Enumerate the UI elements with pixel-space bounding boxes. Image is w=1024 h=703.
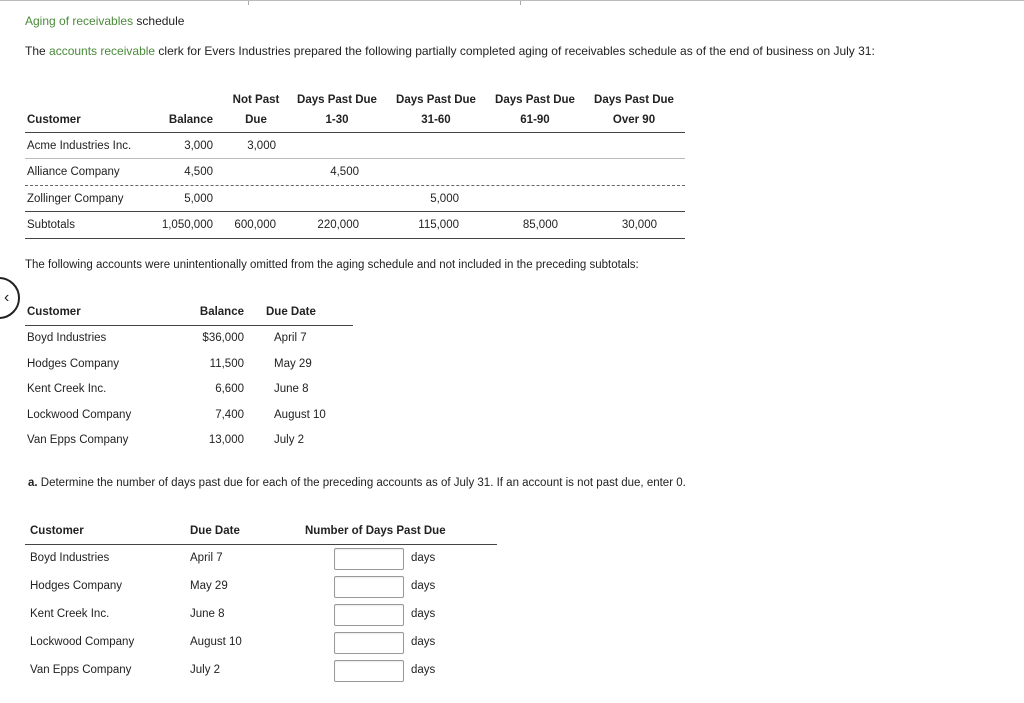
subtotal-over-90: 30,000 [621, 219, 657, 231]
table-row-due-date: April 7 [274, 332, 307, 344]
col-header-1-30-b: 1-30 [325, 114, 349, 126]
header-rule [25, 132, 685, 133]
table-row-customer: Lockwood Company [30, 636, 135, 648]
table-row-customer: Lockwood Company [27, 409, 132, 421]
col-header-31-60-a: Days Past Due [396, 94, 476, 106]
table-row-customer: Zollinger Company [27, 193, 124, 205]
table-row-customer: Alliance Company [27, 166, 120, 178]
table-row-due-date: August 10 [274, 409, 326, 421]
header-rule [25, 544, 497, 545]
table-row-customer: Boyd Industries [27, 332, 107, 344]
table-row-balance: 11,500 [209, 358, 244, 370]
table-row-due-date: July 2 [190, 664, 221, 676]
table-row-due-date: June 8 [274, 383, 309, 395]
subtotal-31-60: 115,000 [418, 219, 459, 231]
col-header-due-date: Due Date [190, 525, 240, 537]
table-row-balance: 13,000 [208, 434, 244, 446]
top-divider [0, 0, 1024, 1]
table-row-customer: Hodges Company [30, 580, 123, 592]
table-row-due-date: May 29 [190, 580, 228, 592]
col-header-not-past-due-1: Not Past [232, 94, 280, 106]
days-unit: days [411, 608, 436, 620]
days-past-due-input[interactable] [334, 576, 404, 598]
intro-text: The accounts receivable clerk for Evers Industries prepared the following partially completed aging of receivables schedule as of the end of business on July 31: [25, 44, 875, 58]
bottom-rule [25, 238, 685, 239]
question-a: a. Determine the number of days past due for each of the preceding accounts as of July 31. If an account is not past due, enter 0. [28, 477, 686, 489]
days-past-due-input[interactable] [334, 548, 404, 570]
table-row-customer: Van Epps Company [30, 664, 132, 676]
days-unit: days [411, 664, 436, 676]
col-header-61-90-a: Days Past Due [495, 94, 575, 106]
subtotal-61-90: 85,000 [522, 219, 558, 231]
subtotals-label: Subtotals [27, 219, 75, 231]
col-header-balance: Balance [199, 306, 244, 318]
table-row-customer: Van Epps Company [27, 434, 129, 446]
table-row-31-60: 5,000 [430, 193, 459, 205]
col-header-due-date: Due Date [266, 306, 316, 318]
table-row-balance: 3,000 [184, 140, 213, 152]
table-row-customer: Kent Creek Inc. [30, 608, 110, 620]
aging-link[interactable]: Aging of receivables [25, 14, 134, 28]
row-rule-dashed [25, 185, 685, 186]
row-rule [25, 158, 685, 159]
page-title: Aging of receivables schedule [25, 14, 185, 28]
subtotal-balance: 1,050,000 [161, 219, 213, 231]
row-rule [25, 211, 685, 212]
table-row-1-30: 4,500 [330, 166, 359, 178]
col-header-customer: Customer [27, 306, 81, 318]
col-header-over-90-a: Days Past Due [594, 94, 674, 106]
col-header-balance: Balance [168, 114, 213, 126]
table-row-balance: 7,400 [215, 409, 244, 421]
accounts-receivable-link[interactable]: accounts receivable [49, 44, 156, 58]
table-row-due-date: April 7 [190, 552, 223, 564]
table-row-customer: Kent Creek Inc. [27, 383, 107, 395]
table-row-balance: 5,000 [184, 193, 213, 205]
table-row-balance: $36,000 [202, 332, 244, 344]
header-rule [25, 325, 353, 326]
col-header-over-90-b: Over 90 [612, 114, 656, 126]
col-header-days-past-due: Number of Days Past Due [305, 525, 446, 537]
col-header-1-30-a: Days Past Due [297, 94, 377, 106]
days-past-due-input[interactable] [334, 660, 404, 682]
table-row-customer: Acme Industries Inc. [27, 140, 132, 152]
table-row-due-date: June 8 [190, 608, 225, 620]
table-row-balance: 6,600 [215, 383, 244, 395]
days-unit: days [411, 580, 436, 592]
subtotal-1-30: 220,000 [317, 219, 359, 231]
table-row-customer: Boyd Industries [30, 552, 110, 564]
days-past-due-input[interactable] [334, 632, 404, 654]
table-row-balance: 4,500 [184, 166, 213, 178]
col-header-not-past-due-2: Due [245, 114, 267, 126]
days-past-due-input[interactable] [334, 604, 404, 626]
subtotal-not-past-due: 600,000 [234, 219, 276, 231]
chevron-left-icon: ‹ [4, 289, 10, 306]
col-header-customer: Customer [30, 525, 84, 537]
table-row-customer: Hodges Company [27, 358, 120, 370]
days-unit: days [411, 636, 436, 648]
omitted-intro: The following accounts were unintentionally omitted from the aging schedule and not included in the preceding subtotals: [25, 259, 639, 271]
prev-button[interactable] [0, 277, 20, 319]
col-header-61-90-b: 61-90 [520, 114, 550, 126]
col-header-customer: Customer [27, 114, 81, 126]
table-row-not-past-due: 3,000 [247, 140, 276, 152]
col-header-31-60-b: 31-60 [421, 114, 451, 126]
table-row-due-date: July 2 [274, 434, 305, 446]
table-row-due-date: August 10 [190, 636, 242, 648]
days-unit: days [411, 552, 436, 564]
question-label: a. [28, 477, 38, 489]
table-row-due-date: May 29 [274, 358, 312, 370]
